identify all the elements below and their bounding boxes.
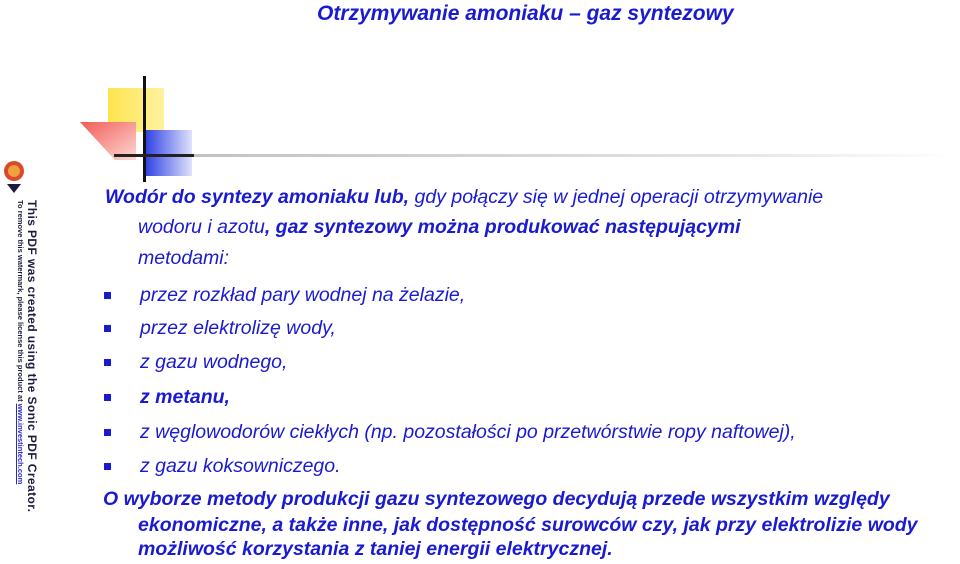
intro-line-1-rest: gdy połączy się w jednej operacji otrzymywanie [409, 186, 824, 208]
intro-bold-lead: Wodór do syntezy amoniaku lub, [105, 186, 410, 208]
intro-line-2 [138, 215, 741, 239]
conclusion-line-3: możliwość korzystania z taniej energii elektrycznej. [138, 538, 613, 560]
slide-title: Otrzymywanie amoniaku – gaz syntezowy [317, 2, 734, 25]
bullet-icon [104, 292, 111, 299]
bullet-icon [104, 429, 111, 436]
method-item: z gazu wodnego, [140, 351, 288, 373]
method-item: z węglowodorów ciekłych (np. pozostałości po przetwórstwie ropy naftowej), [140, 421, 796, 443]
intro-line-1 [105, 185, 823, 209]
method-item: z metanu, [140, 386, 230, 408]
watermark-line-1: This PDF was created using the Sonic PDF Creator. [25, 200, 39, 513]
bullet-icon [104, 394, 111, 401]
bullet-icon [104, 359, 111, 366]
conclusion-line-1: O wyborze metody produkcji gazu syntezowego decydują przede wszystkim względy [103, 488, 890, 510]
bullet-icon [104, 325, 111, 332]
watermark-link[interactable]: www.investintech.com [16, 403, 25, 485]
conclusion-line-2: ekonomiczne, a także inne, jak dostępność surowców czy, jak przy elektrolizie wody [138, 514, 918, 536]
intro-line-3: metodami: [138, 247, 230, 269]
intro-line-2-bold: , gaz syntezowy można produkować następującymi [264, 216, 741, 238]
method-item: z gazu koksowniczego. [140, 455, 341, 477]
method-item: przez elektrolizę wody, [140, 317, 336, 339]
method-item: przez rozkład pary wodnej na żelazie, [140, 284, 466, 306]
bullet-icon [104, 463, 111, 470]
watermark-prefix: To remove this watermark, please license this product at [16, 200, 25, 404]
intro-line-2-start: wodoru i azotu [138, 216, 265, 238]
